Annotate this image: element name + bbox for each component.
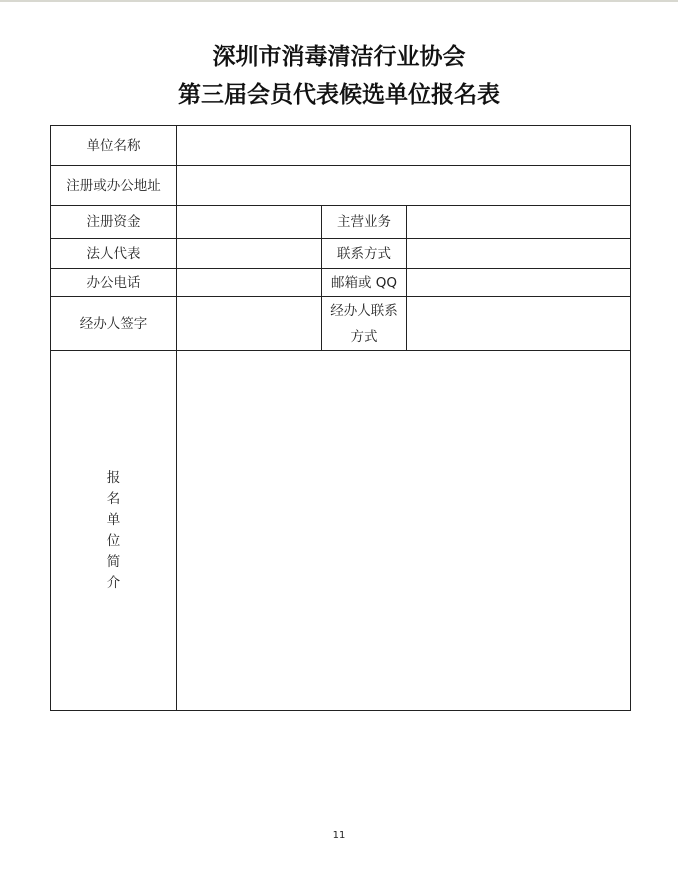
field-business[interactable] — [407, 206, 631, 239]
label-legal-rep: 法人代表 — [51, 239, 177, 269]
field-legal-rep[interactable] — [177, 239, 322, 269]
label-handler-contact — [322, 297, 407, 351]
field-capital[interactable] — [177, 206, 322, 239]
label-handler-contact-line1: 经办人联系 — [330, 302, 398, 319]
intro-char: 报 — [106, 469, 121, 486]
intro-char: 单 — [106, 511, 121, 528]
intro-char: 名 — [106, 490, 121, 507]
label-business: 主营业务 — [322, 206, 407, 239]
intro-char: 简 — [106, 553, 121, 570]
field-handler-sign[interactable] — [177, 297, 322, 351]
label-phone: 办公电话 — [51, 269, 177, 297]
field-handler-contact[interactable] — [407, 297, 631, 351]
label-unit-intro — [51, 351, 177, 711]
page-top-edge — [0, 0, 678, 2]
field-address[interactable] — [177, 166, 631, 206]
title-line-2: 第三届会员代表候选单位报名表 — [178, 82, 500, 108]
label-address: 注册或办公地址 — [51, 166, 177, 206]
label-email-qq: 邮箱或 QQ — [322, 269, 407, 297]
title-line-1: 深圳市消毒清洁行业协会 — [212, 44, 466, 70]
label-handler-contact-line2: 方式 — [350, 328, 378, 345]
label-unit-name: 单位名称 — [51, 126, 177, 166]
intro-char: 位 — [106, 532, 121, 549]
label-handler-sign: 经办人签字 — [51, 297, 177, 351]
label-contact: 联系方式 — [322, 239, 407, 269]
page-number: 11 — [332, 830, 346, 841]
registration-form — [50, 125, 631, 711]
field-contact[interactable] — [407, 239, 631, 269]
field-unit-intro[interactable] — [177, 351, 631, 711]
intro-char: 介 — [106, 574, 121, 591]
field-email-qq[interactable] — [407, 269, 631, 297]
label-capital: 注册资金 — [51, 206, 177, 239]
field-phone[interactable] — [177, 269, 322, 297]
field-unit-name[interactable] — [177, 126, 631, 166]
